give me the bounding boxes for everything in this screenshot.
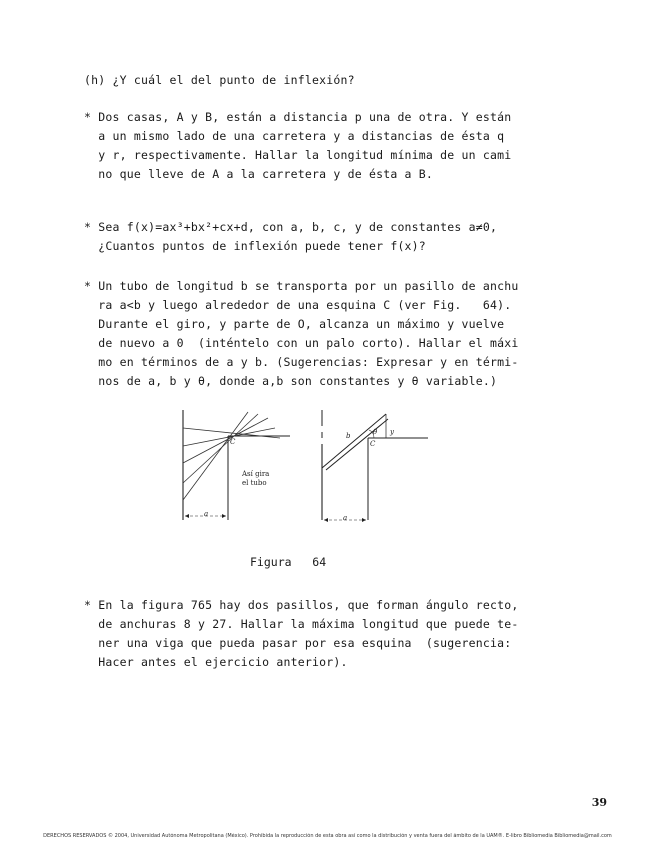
page-number: 39 [591, 796, 607, 809]
figure-caption: Figura 64 [250, 555, 327, 569]
exercise-houses-line-1: * Dos casas, A y B, están a distancia p una de otra. Y están [84, 110, 512, 124]
exercise-cubic-line-1: * Sea f(x)=ax³+bx²+cx+d, con a, b, c, y de constantes a≠0, [84, 220, 498, 234]
exercise-houses-line-2: a un mismo lado de una carretera y a distancias de ésta q [84, 129, 505, 143]
figure-corner-right-label: C [370, 440, 376, 448]
exercise-houses-line-4: no que lleve de A a la carretera y de ésta a B. [84, 167, 434, 181]
figure-64 [170, 408, 440, 528]
exercise-houses-line-3: y r, respectivamente. Hallar la longitud mínima de un cami [84, 148, 512, 162]
exercise-tube-line-6: nos de a, b y θ, donde a,b son constantes y θ variable.) [84, 374, 498, 388]
figure-y-label: y [390, 428, 394, 436]
exercise-tube-line-2: ra a<b y luego alrededor de una esquina C (ver Fig. 64). [84, 298, 512, 312]
exercise-corridors-line-1: * En la figura 765 hay dos pasillos, que forman ángulo recto, [84, 598, 519, 612]
exercise-tube-line-4: de nuevo a 0 (inténtelo con un palo corto). Hallar el máxi [84, 336, 519, 350]
exercise-corridors-line-3: ner una viga que pueda pasar por esa esquina (sugerencia: [84, 636, 512, 650]
copyright-footer: DERECHOS RESERVADOS © 2004, Universidad Autónoma Metropolitana (México). Prohibida la reproducción de esta obra así como la distribución y venta fuera del ámbito de la UAM®. E-libro Bibliomedia Bibliomedia@mail.com [43, 833, 612, 839]
figure-theta-label: θ [373, 428, 378, 436]
exercise-cubic-line-2: ¿Cuantos puntos de inflexión puede tener f(x)? [84, 239, 426, 253]
exercise-corridors-line-4: Hacer antes el ejercicio anterior). [84, 655, 348, 669]
exercise-tube-line-1: * Un tubo de longitud b se transporta por un pasillo de anchu [84, 279, 519, 293]
figure-a-left-label: a [204, 510, 209, 518]
exercise-corridors-line-2: de anchuras 8 y 27. Hallar la máxima longitud que puede te- [84, 617, 519, 631]
figure-a-right-label: a [343, 514, 348, 522]
figure-turn-text-2: el tubo [242, 479, 267, 487]
figure-b-label: b [346, 432, 351, 440]
figure-turn-text-1: Así gira [242, 470, 270, 478]
figure-corner-left-label: C [230, 438, 236, 446]
figure-64-drawing [170, 408, 440, 528]
exercise-tube-line-3: Durante el giro, y parte de O, alcanza un máximo y vuelve [84, 317, 505, 331]
exercise-tube-line-5: mo en términos de a y b. (Sugerencias: Expresar y en térmi- [84, 355, 519, 369]
question-h-line: (h) ¿Y cuál el del punto de inflexión? [84, 73, 355, 87]
